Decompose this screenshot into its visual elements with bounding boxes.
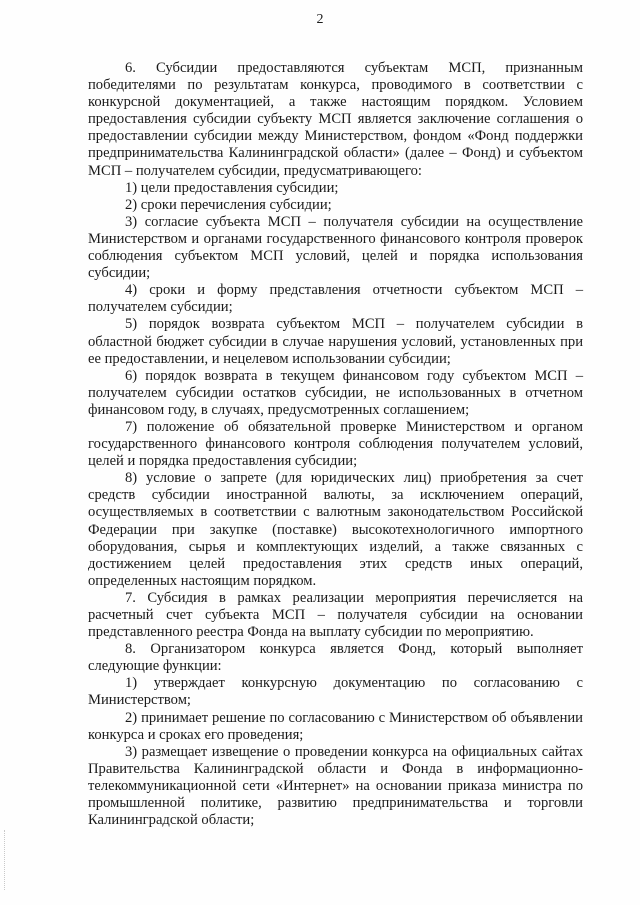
list-item-4: 4) сроки и форму представления отчетности субъектом МСП – получателем субсидии;	[88, 282, 583, 316]
scan-margin-mark	[4, 830, 7, 890]
list-item-6: 6) порядок возврата в текущем финансовом году субъектом МСП – получателем субсидии остатков субсидии, не использованных в отчетном финансовом году, в случаях, предусмотренных соглашением;	[88, 367, 583, 418]
paragraph-6: 6. Субсидии предоставляются субъектам МСП, признанным победителями по результатам конкурса, проводимого в соответствии с конкурсной документацией, а также настоящим порядком. Условием предоставления субсидии субъекту МСП является заключение соглашения о предоставлении субсидии между Министерством, фондом «Фонд поддержки предпринимательства Калининградской области» (далее – Фонд) и субъектом МСП – получателем субсидии, предусматривающего:	[88, 60, 583, 179]
paragraph-7: 7. Субсидия в рамках реализации мероприятия перечисляется на расчетный счет субъекта МСП – получателя субсидии на основании представленного реестра Фонда на выплату субсидии по мероприятию.	[88, 589, 583, 641]
function-item-3: 3) размещает извещение о проведении конкурса на официальных сайтах Правительства Калининградской области и Фонда в информационно-телекоммуникационной сети «Интернет» на основании приказа министра по промышленной политике, развитию предпринимательства и торговли Калининградской области;	[88, 743, 583, 829]
list-item-3: 3) согласие субъекта МСП – получателя субсидии на осуществление Министерством и органами государственного финансового контроля проверок соблюдения субъектом МСП условий, целей и порядка использования субсидии;	[88, 213, 583, 282]
page-number: 2	[316, 12, 324, 27]
list-item-7: 7) положение об обязательной проверке Министерством и органом государственного финансового контроля соблюдения получателем условий, целей и порядка предоставления субсидии;	[88, 418, 583, 470]
list-item-2: 2) сроки перечисления субсидии;	[125, 196, 332, 213]
function-item-2: 2) принимает решение по согласованию с Министерством об объявлении конкурса и сроках его проведения;	[88, 709, 583, 743]
list-item-1: 1) цели предоставления субсидии;	[125, 179, 339, 196]
function-item-1: 1) утверждает конкурсную документацию по согласованию с Министерством;	[88, 675, 583, 709]
paragraph-8: 8. Организатором конкурса является Фонд, который выполняет следующие функции:	[88, 641, 583, 675]
list-item-8: 8) условие о запрете (для юридических лиц) приобретения за счет средств субсидии иностранной валюты, за исключением операций, осуществляемых в соответствии с валютным законодательством Российской Федерации при закупке (поставке) высокотехнологичного импортного оборудования, сырья и комплектующих изделий, а также связанных с достижением целей предоставления этих средств иных операций, определенных настоящим порядком.	[88, 470, 583, 589]
list-item-5: 5) порядок возврата субъектом МСП – получателем субсидии в областной бюджет субсидии в случае нарушения условий, установленных при ее предоставлении, и нецелевом использовании субсидии;	[88, 316, 583, 367]
document-body	[88, 60, 583, 829]
